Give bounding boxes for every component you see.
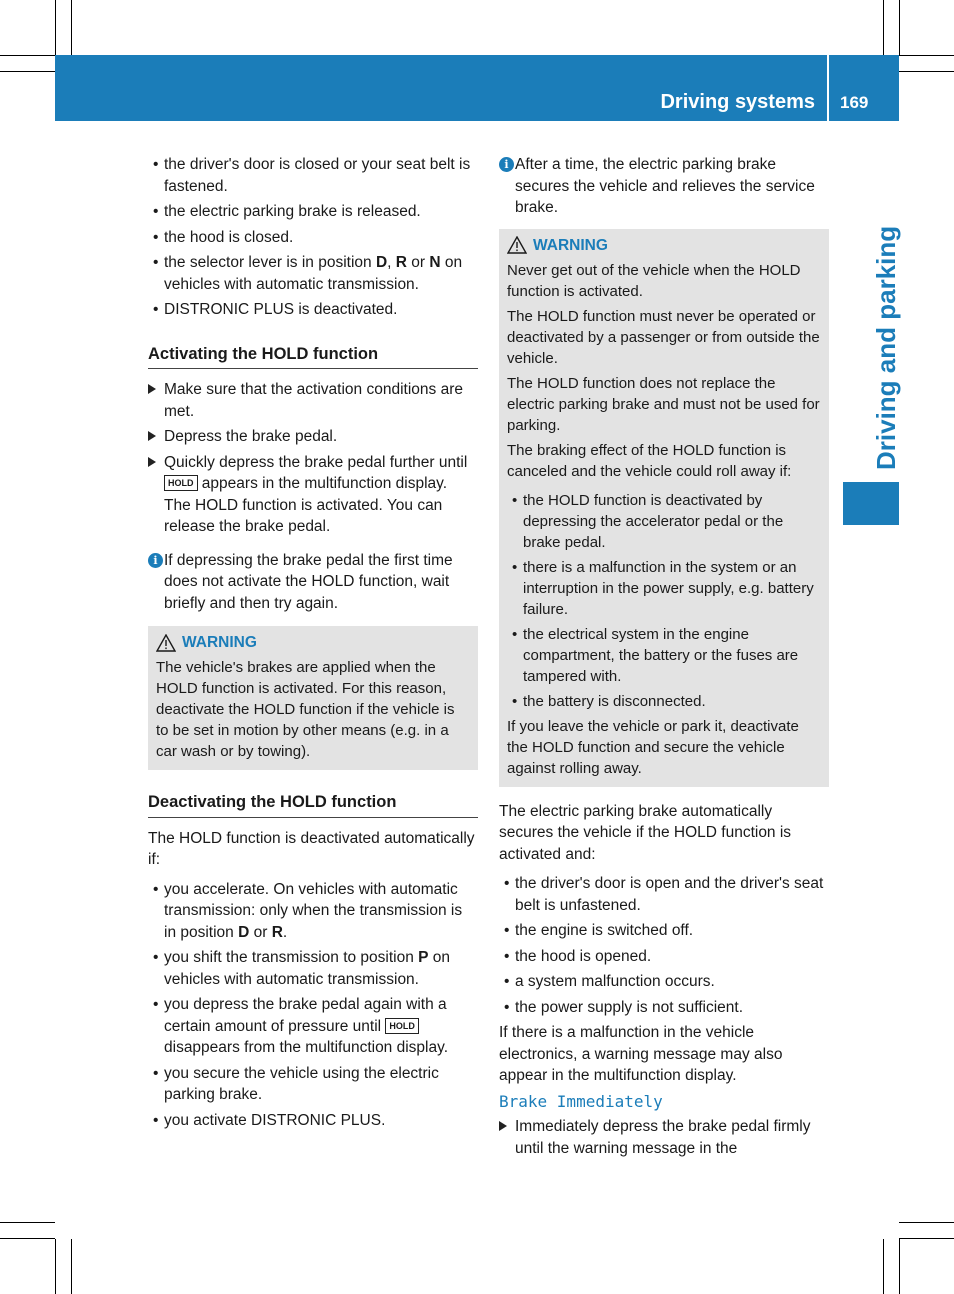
list-item: • the electric parking brake is released.: [148, 201, 478, 223]
crop-mark: [0, 1238, 55, 1239]
list-item: • the engine is switched off.: [499, 920, 829, 942]
crop-mark: [71, 1239, 72, 1294]
section-heading: Deactivating the HOLD function: [148, 792, 478, 818]
warning-triangle-icon: [156, 634, 176, 652]
warning-box: [499, 229, 829, 787]
display-message: Brake Immediately: [499, 1091, 663, 1111]
list-item: • the battery is disconnected.: [507, 691, 821, 712]
list-item: • there is a malfunction in the system or an interruption in the power supply, e.g. battery failure.: [507, 557, 821, 620]
header-divider: [827, 55, 829, 121]
list-item: • the power supply is not sufficient.: [499, 997, 829, 1019]
info-icon: i: [499, 157, 514, 172]
arrow-right-icon: [499, 1121, 507, 1131]
crop-mark: [55, 1239, 56, 1294]
warning-text: The HOLD function does not replace the electric parking brake and must not be used for parking.: [507, 374, 820, 434]
chapter-title: Driving and parking: [871, 225, 901, 470]
hold-indicator-icon: HOLD: [164, 475, 198, 491]
section-heading: Activating the HOLD function: [148, 344, 478, 370]
warning-text: The HOLD function must never be operated or deactivated by a passenger or from outside the vehicle.: [507, 307, 820, 367]
hold-indicator-icon: HOLD: [385, 1018, 419, 1034]
arrow-right-icon: [148, 457, 156, 467]
paragraph: The HOLD function is deactivated automatically if:: [148, 829, 475, 868]
list-item: • the selector lever is in position D, R or N on vehicles with automatic transmission.: [148, 252, 478, 295]
step-item: Make sure that the activation conditions are met.: [148, 379, 478, 422]
arrow-right-icon: [148, 384, 156, 394]
crop-mark: [899, 0, 900, 55]
warning-text: If you leave the vehicle or park it, deactivate the HOLD function and secure the vehicle against rolling away.: [507, 717, 799, 777]
chapter-tab: [843, 482, 899, 525]
crop-mark: [0, 1222, 55, 1223]
list-item: • the hood is opened.: [499, 946, 829, 968]
info-icon: i: [148, 553, 163, 568]
crop-mark: [883, 1239, 884, 1294]
section-title: Driving systems: [660, 91, 815, 113]
crop-mark: [55, 0, 56, 55]
crop-mark: [899, 1222, 954, 1223]
page-header: [55, 55, 899, 121]
list-item: • you secure the vehicle using the electric parking brake.: [148, 1063, 478, 1106]
left-column: [148, 154, 478, 1135]
list-item: • you accelerate. On vehicles with automatic transmission: only when the transmission is in position D or R.: [148, 879, 478, 944]
list-item: • the driver's door is open and the driver's seat belt is unfastened.: [499, 873, 829, 916]
list-item: • a system malfunction occurs.: [499, 971, 829, 993]
list-item: • the hood is closed.: [148, 227, 478, 249]
crop-mark: [71, 0, 72, 55]
info-note: i After a time, the electric parking brake secures the vehicle and relieves the service brake.: [499, 154, 829, 219]
warning-text: The vehicle's brakes are applied when the HOLD function is activated. For this reason, deactivate the HOLD function if the vehicle is to be set in motion by other means (e.g. in a car wash or by towing).: [156, 659, 455, 760]
page-number: 169: [840, 93, 869, 112]
crop-mark: [0, 55, 55, 56]
warning-text: The braking effect of the HOLD function is canceled and the vehicle could roll away if:: [507, 441, 792, 480]
step-item: Immediately depress the brake pedal firmly until the warning message in the: [499, 1116, 829, 1159]
warning-triangle-icon: [507, 236, 527, 254]
list-item: • the electrical system in the engine compartment, the battery or the fuses are tampered with.: [507, 624, 821, 687]
paragraph: If there is a malfunction in the vehicle electronics, a warning message may also appear in the multifunction display.: [499, 1024, 783, 1084]
info-note: i If depressing the brake pedal the first time does not activate the HOLD function, wait briefly and then try again.: [148, 550, 478, 615]
list-item: • you depress the brake pedal again with a certain amount of pressure until HOLD disappears from the multifunction display.: [148, 994, 478, 1059]
step-item: Depress the brake pedal.: [148, 426, 478, 448]
list-item: • DISTRONIC PLUS is deactivated.: [148, 299, 478, 321]
list-item: • the driver's door is closed or your seat belt is fastened.: [148, 154, 478, 197]
list-item: • you activate DISTRONIC PLUS.: [148, 1110, 478, 1132]
list-item: • you shift the transmission to position P on vehicles with automatic transmission.: [148, 947, 478, 990]
arrow-right-icon: [148, 431, 156, 441]
warning-heading: WARNING: [507, 235, 821, 256]
crop-mark: [899, 1238, 954, 1239]
right-column: [499, 154, 829, 1163]
warning-box: [148, 626, 478, 770]
paragraph: The electric parking brake automatically secures the vehicle if the HOLD function is activated and:: [499, 802, 792, 863]
step-item: Quickly depress the brake pedal further until HOLD appears in the multifunction display. The HOLD function is activated. You can release the brake pedal.: [148, 452, 478, 538]
crop-mark: [899, 1239, 900, 1294]
warning-heading: WARNING: [156, 632, 470, 653]
crop-mark: [899, 71, 954, 72]
crop-mark: [883, 0, 884, 55]
crop-mark: [0, 71, 55, 72]
crop-mark: [899, 55, 954, 56]
list-item: • the HOLD function is deactivated by depressing the accelerator pedal or the brake pedal.: [507, 490, 821, 553]
warning-text: Never get out of the vehicle when the HOLD function is activated.: [507, 261, 801, 300]
